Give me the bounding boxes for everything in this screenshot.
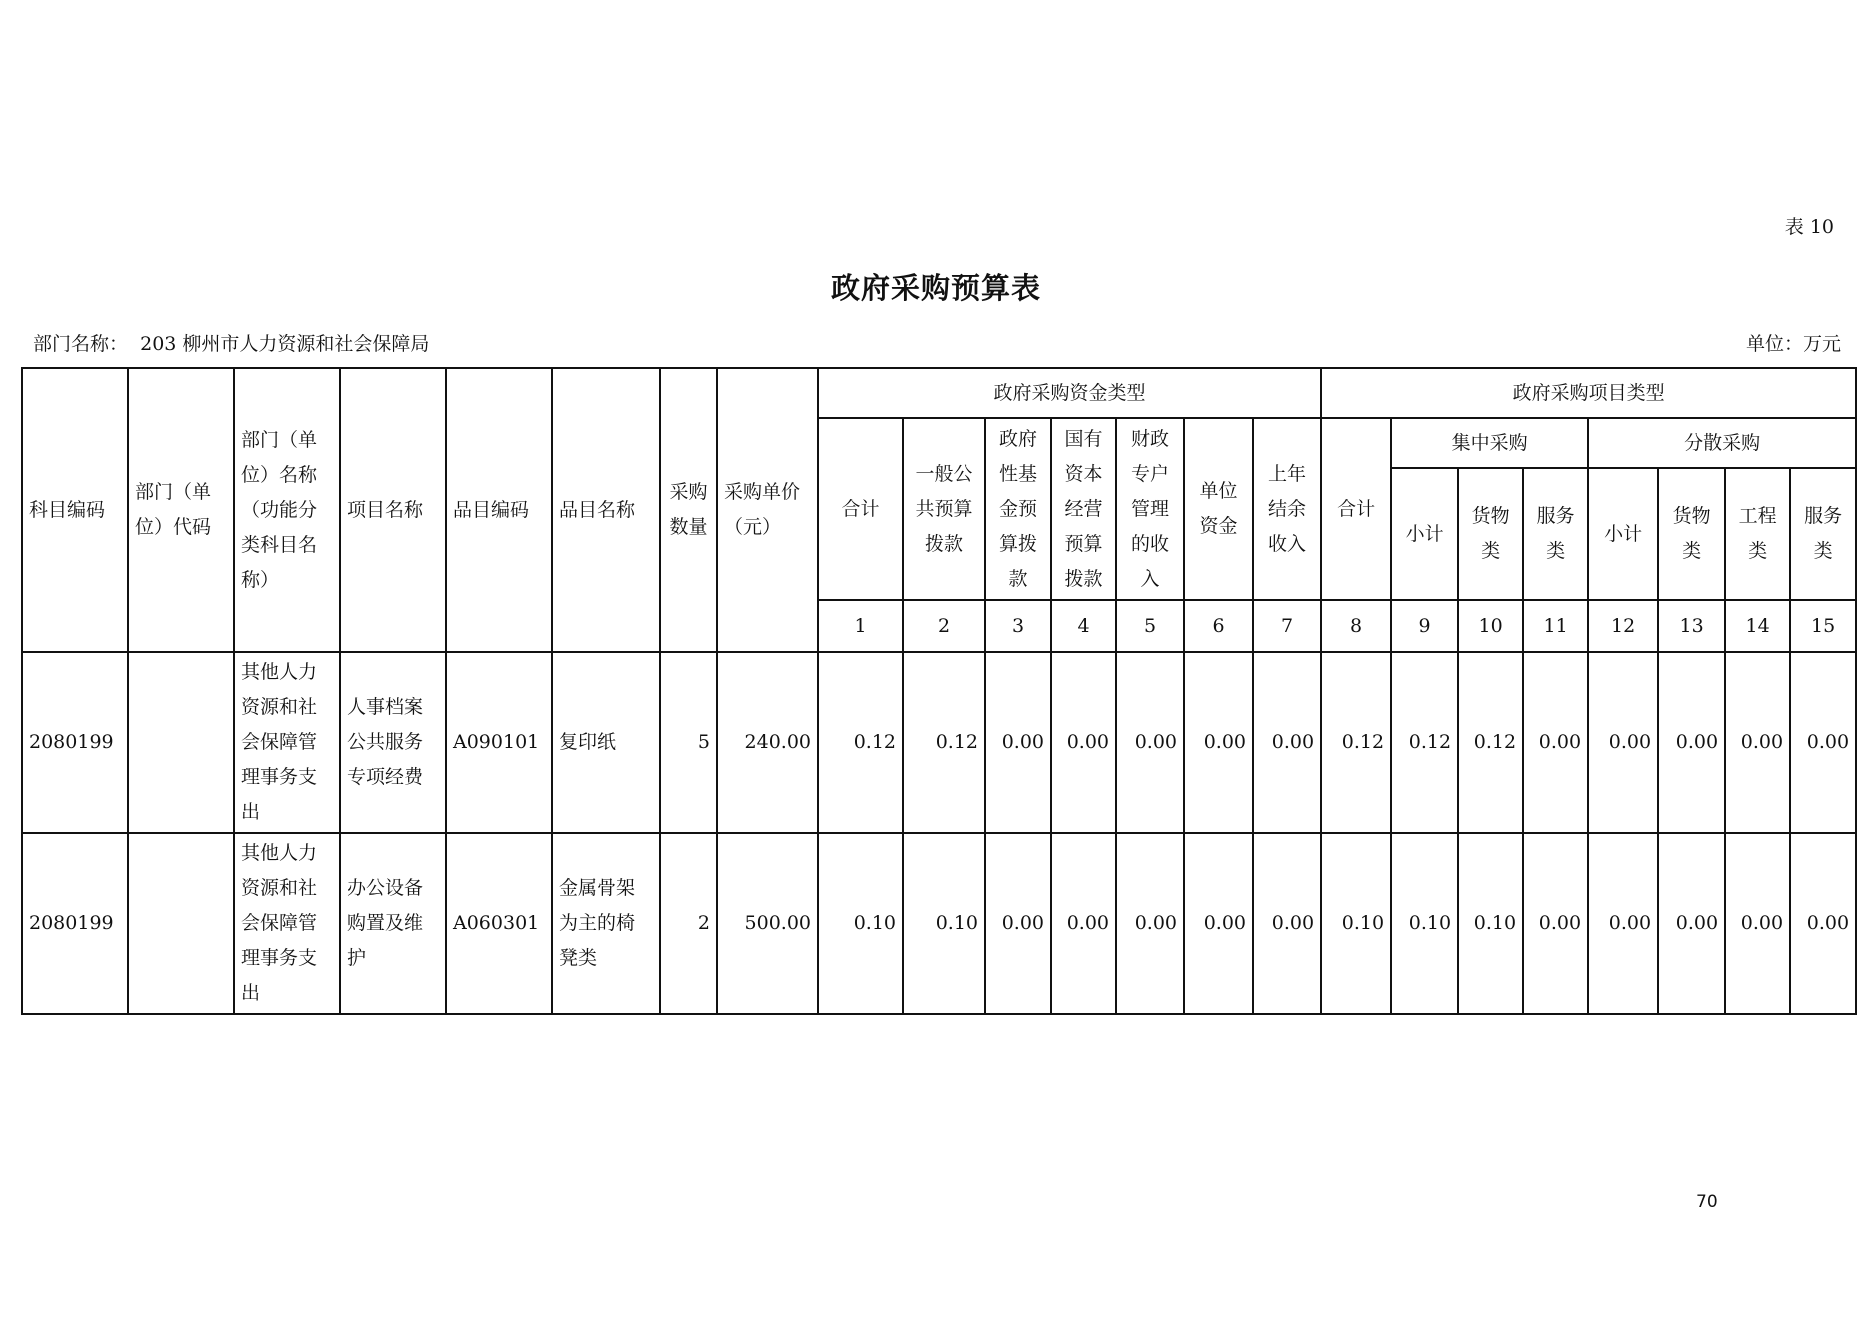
header-project-name: 项目名称: [340, 368, 446, 652]
cell-value: 0.00: [1658, 833, 1725, 1014]
header-decentralized-works: 工程类: [1725, 468, 1790, 600]
cell-dept-code: [128, 833, 234, 1014]
cell-value: 0.00: [1658, 652, 1725, 833]
department-name: 203 柳州市人力资源和社会保障局: [140, 333, 430, 355]
cell-value: 0.00: [1523, 652, 1588, 833]
header-decentralized-goods: 货物类: [1658, 468, 1725, 600]
cell-value: 0.00: [1790, 652, 1856, 833]
col-number: 14: [1725, 600, 1790, 652]
header-decentralized-subtotal: 小计: [1588, 468, 1658, 600]
cell-unit-price: 240.00: [717, 652, 818, 833]
cell-value: 0.10: [1458, 833, 1523, 1014]
page-title: 政府采购预算表: [830, 271, 1041, 305]
col-number: 7: [1253, 600, 1321, 652]
cell-value: 0.00: [1184, 652, 1253, 833]
col-number: 9: [1391, 600, 1458, 652]
header-project-total: 合计: [1321, 418, 1391, 600]
cell-value: 0.00: [1588, 652, 1658, 833]
header-unit-price: 采购单价（元）: [717, 368, 818, 652]
cell-quantity: 5: [660, 652, 717, 833]
page-number: 70: [1696, 1192, 1718, 1212]
cell-value: 0.00: [1790, 833, 1856, 1014]
header-project-type: 政府采购项目类型: [1321, 368, 1856, 418]
col-number: 8: [1321, 600, 1391, 652]
header-subject-code: 科目编码: [22, 368, 128, 652]
header-dept-code: 部门（单位）代码: [128, 368, 234, 652]
header-fund-total: 合计: [818, 418, 903, 600]
col-number: 3: [985, 600, 1051, 652]
header-centralized: 集中采购: [1391, 418, 1588, 468]
cell-value: 0.10: [1391, 833, 1458, 1014]
cell-value: 0.12: [1458, 652, 1523, 833]
cell-value: 0.00: [1253, 652, 1321, 833]
cell-value: 0.00: [1051, 652, 1116, 833]
cell-project-name: 办公设备购置及维护: [340, 833, 446, 1014]
unit-label: 单位：万元: [1745, 333, 1841, 355]
header-item-name: 品目名称: [552, 368, 660, 652]
header-centralized-goods: 货物类: [1458, 468, 1523, 600]
cell-value: 0.00: [1051, 833, 1116, 1014]
cell-value: 0.00: [1184, 833, 1253, 1014]
cell-value: 0.12: [1391, 652, 1458, 833]
table-row: [22, 833, 1856, 1014]
cell-dept-name: 其他人力资源和社会保障管理事务支出: [234, 833, 340, 1014]
cell-value: 0.10: [903, 833, 985, 1014]
department-label: 部门名称：: [33, 333, 129, 355]
cell-value: 0.00: [985, 652, 1051, 833]
cell-dept-name: 其他人力资源和社会保障管理事务支出: [234, 652, 340, 833]
cell-value: 0.00: [1725, 833, 1790, 1014]
header-gov-fund: 政府性基金预算拨款: [985, 418, 1051, 600]
cell-value: 0.00: [1523, 833, 1588, 1014]
header-general-budget: 一般公共预算拨款: [903, 418, 985, 600]
header-decentralized: 分散采购: [1588, 418, 1856, 468]
header-decentralized-services: 服务类: [1790, 468, 1856, 600]
cell-unit-price: 500.00: [717, 833, 818, 1014]
table-row: [22, 652, 1856, 833]
header-dept-name: 部门（单位）名称（功能分类科目名称）: [234, 368, 340, 652]
cell-value: 0.00: [1253, 833, 1321, 1014]
cell-subject-code: 2080199: [22, 833, 128, 1014]
cell-value: 0.00: [1725, 652, 1790, 833]
header-unit-funds: 单位资金: [1184, 418, 1253, 600]
col-number: 1: [818, 600, 903, 652]
procurement-budget-table: [21, 367, 1857, 1015]
col-number: 12: [1588, 600, 1658, 652]
cell-value: 0.00: [985, 833, 1051, 1014]
cell-item-code: A060301: [446, 833, 552, 1014]
cell-dept-code: [128, 652, 234, 833]
cell-project-name: 人事档案公共服务专项经费: [340, 652, 446, 833]
cell-value: 0.12: [903, 652, 985, 833]
cell-value: 0.10: [818, 833, 903, 1014]
cell-subject-code: 2080199: [22, 652, 128, 833]
cell-item-name: 金属骨架为主的椅凳类: [552, 833, 660, 1014]
cell-value: 0.12: [818, 652, 903, 833]
col-number: 5: [1116, 600, 1184, 652]
cell-value: 0.00: [1116, 833, 1184, 1014]
col-number: 11: [1523, 600, 1588, 652]
table-number: 表 10: [1784, 216, 1834, 238]
department-line: [33, 329, 429, 356]
col-number: 13: [1658, 600, 1725, 652]
cell-quantity: 2: [660, 833, 717, 1014]
cell-item-code: A090101: [446, 652, 552, 833]
col-number: 4: [1051, 600, 1116, 652]
header-special-account: 财政专户管理的收入: [1116, 418, 1184, 600]
cell-value: 0.00: [1116, 652, 1184, 833]
header-item-code: 品目编码: [446, 368, 552, 652]
header-state-capital: 国有资本经营预算拨款: [1051, 418, 1116, 600]
header-fund-type: 政府采购资金类型: [818, 368, 1321, 418]
header-prior-balance: 上年结余收入: [1253, 418, 1321, 600]
header-row-1: [22, 368, 1856, 418]
col-number: 15: [1790, 600, 1856, 652]
cell-value: 0.12: [1321, 652, 1391, 833]
col-number: 10: [1458, 600, 1523, 652]
header-quantity: 采购数量: [660, 368, 717, 652]
col-number: 2: [903, 600, 985, 652]
cell-item-name: 复印纸: [552, 652, 660, 833]
cell-value: 0.00: [1588, 833, 1658, 1014]
header-centralized-services: 服务类: [1523, 468, 1588, 600]
cell-value: 0.10: [1321, 833, 1391, 1014]
col-number: 6: [1184, 600, 1253, 652]
header-centralized-subtotal: 小计: [1391, 468, 1458, 600]
